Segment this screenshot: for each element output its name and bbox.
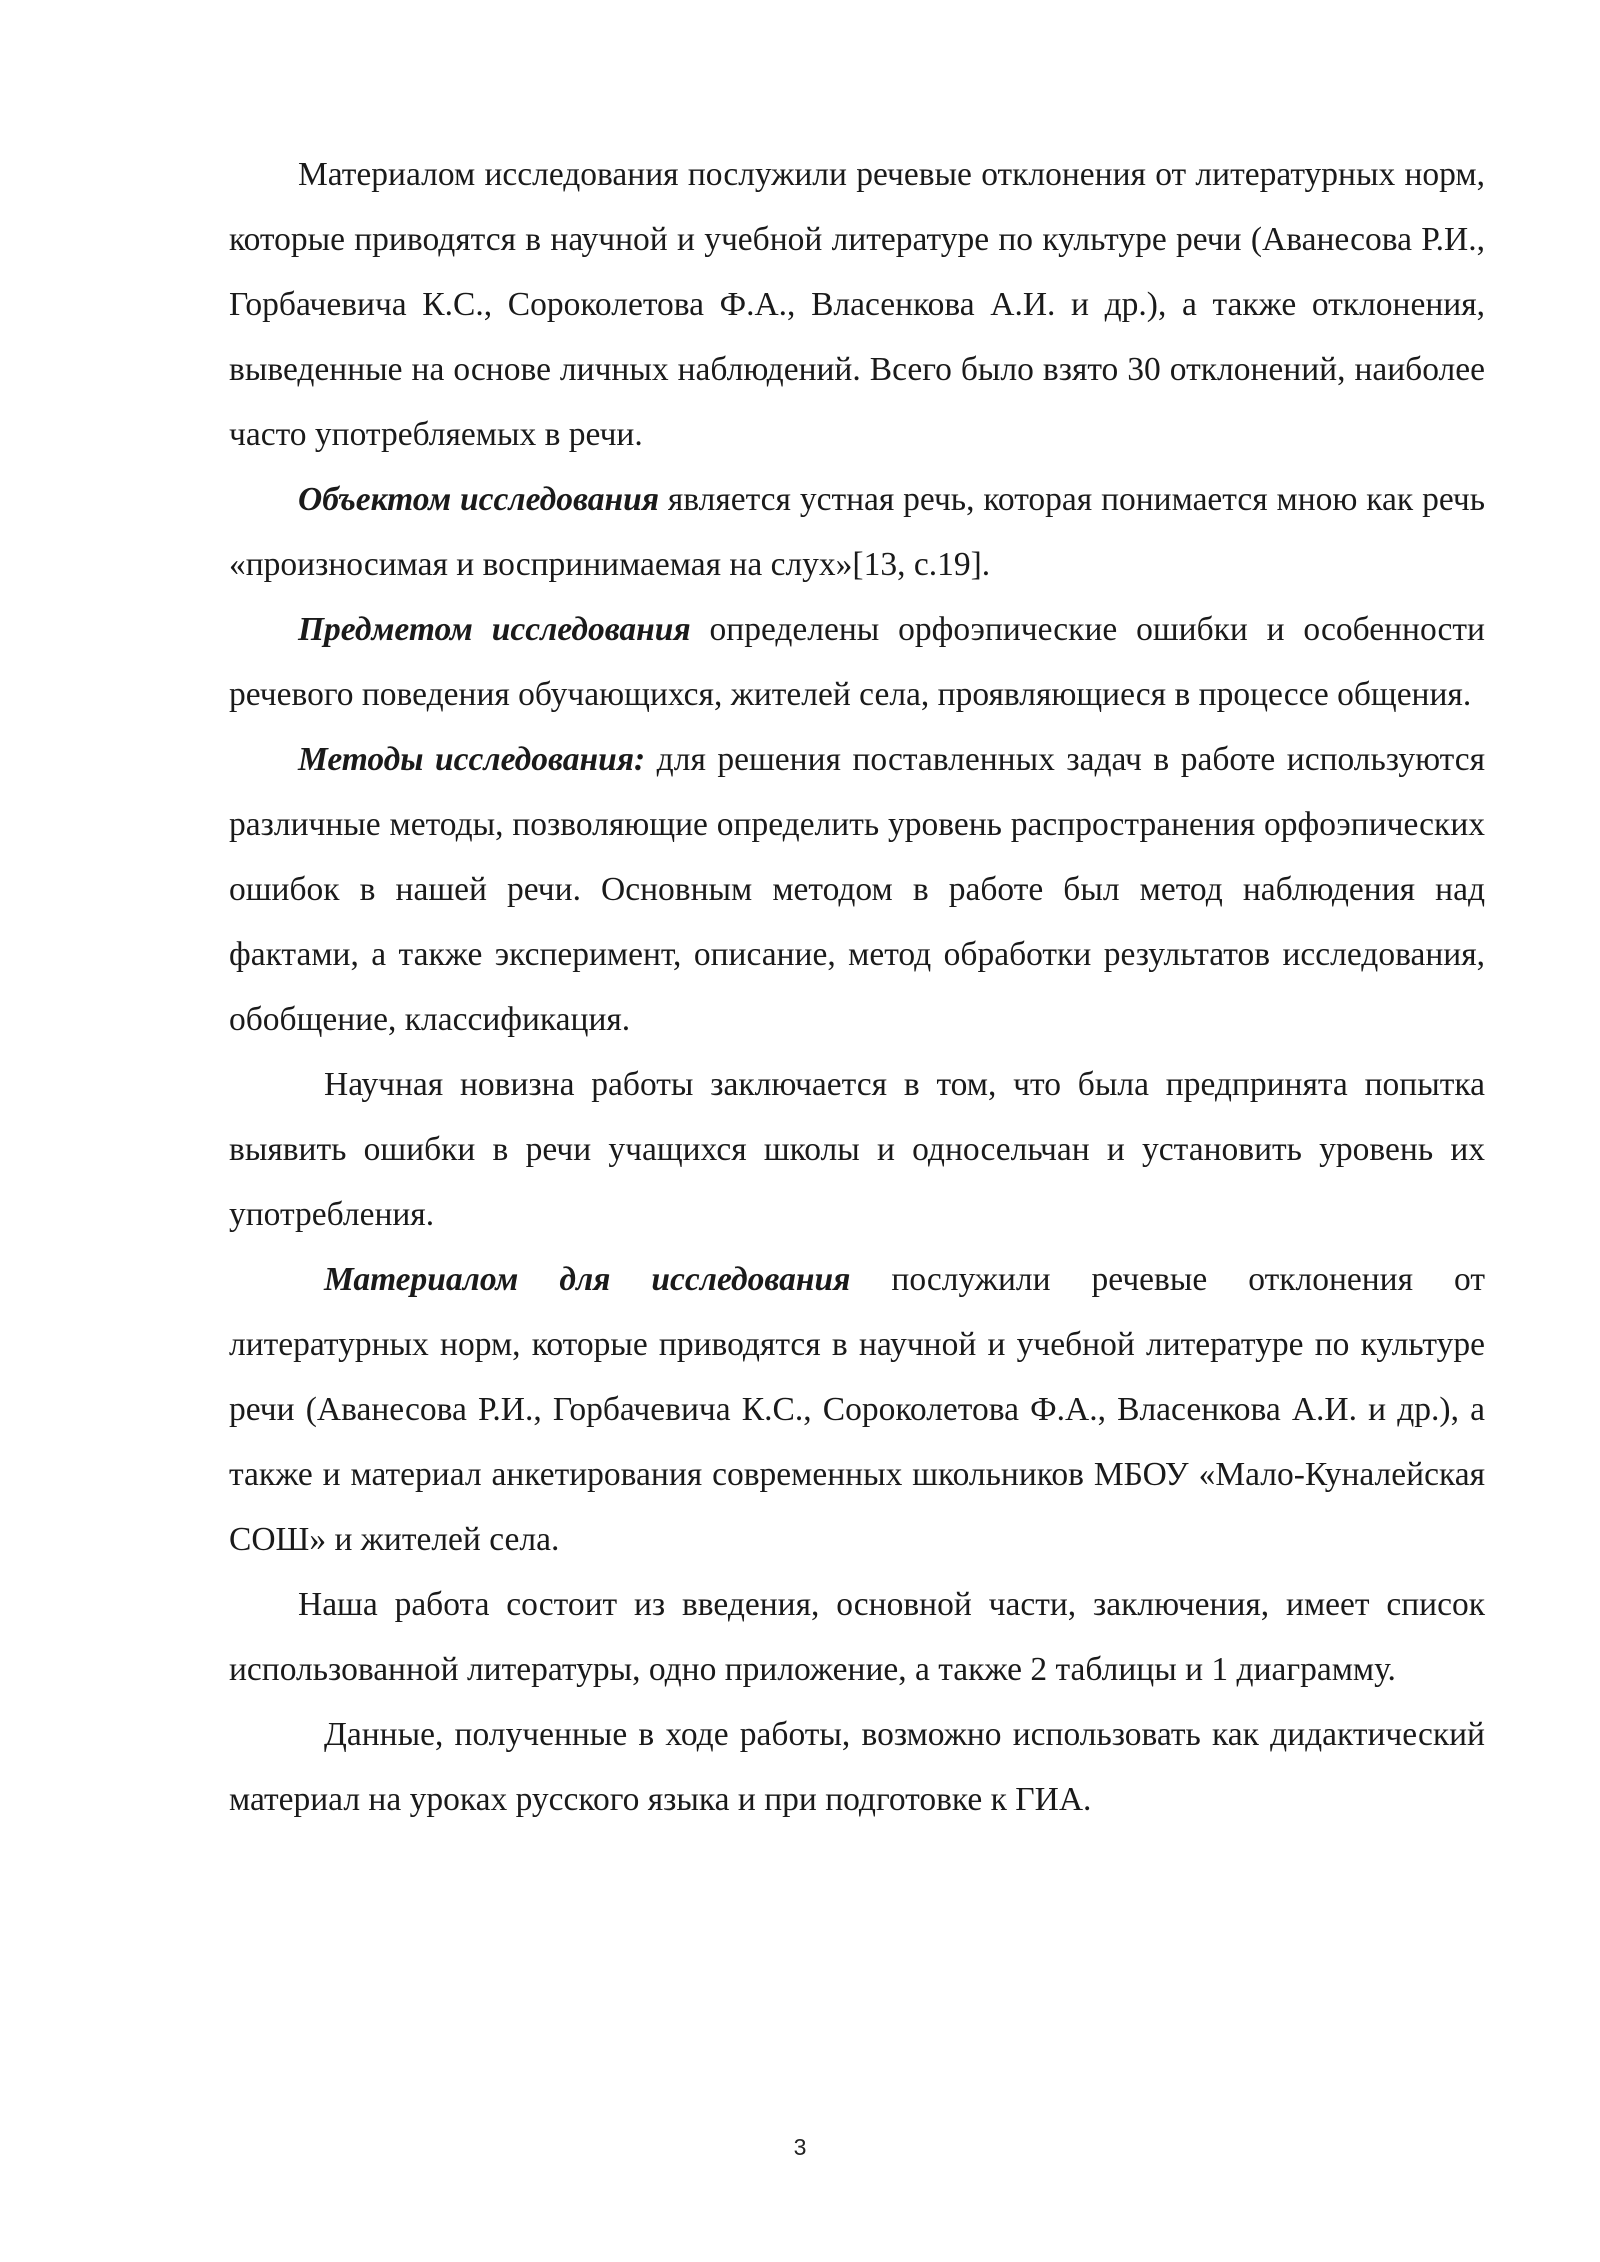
page-number: 3 (793, 2134, 807, 2160)
paragraph-text: является устная речь, которая понимается мною как речь «произносимая и воспринимаемая на слух»[13, с.19]. (229, 481, 1485, 583)
paragraph-research-subject (229, 597, 1485, 727)
paragraph-scientific-novelty (229, 1052, 1485, 1247)
paragraph-text: определены орфоэпические ошибки и особенности речевого поведения обучающихся, жителей села, проявляющиеся в процессе общения. (229, 611, 1485, 713)
paragraph-text: Данные, полученные в ходе работы, возможно использовать как дидактический материал на уроках русского языка и при подготовке к ГИА. (229, 1716, 1485, 1818)
paragraph-term: Методы исследования: (298, 741, 646, 778)
paragraph-practical-use (229, 1702, 1485, 1832)
paragraph-work-structure (229, 1572, 1485, 1702)
paragraph-text: Научная новизна работы заключается в том, что была предпринята попытка выявить ошибки в речи учащихся школы и односельчан и установить уровень их употребления. (229, 1066, 1485, 1233)
paragraph-text: Материалом исследования послужили речевые отклонения от литературных норм, которые приводятся в научной и учебной литературе по культуре речи (Аванесова Р.И., Горбачевича К.С., Сороколетова Ф.А., Власенкова А.И. и др.), а также отклонения, выведенные на основе личных наблюдений. Всего было взято 30 отклонений, наиболее часто употребляемых в речи. (229, 156, 1485, 453)
paragraph-research-material (229, 142, 1485, 467)
document-page (229, 142, 1485, 1832)
paragraph-research-object (229, 467, 1485, 597)
paragraph-term: Предметом исследования (298, 611, 691, 648)
paragraph-text: Наша работа состоит из введения, основной части, заключения, имеет список использованной литературы, одно приложение, а также 2 таблицы и 1 диаграмму. (229, 1586, 1485, 1688)
paragraph-text: послужили речевые отклонения от литературных норм, которые приводятся в научной и учебной литературе по культуре речи (Аванесова Р.И., Горбачевича К.С., Сороколетова Ф.А., Власенкова А.И. и др.), а также и материал анкетирования современных школьников МБОУ «Мало-Куналейская СОШ» и жителей села. (229, 1261, 1485, 1558)
paragraph-term: Объектом исследования (298, 481, 659, 518)
paragraph-material-for-research (229, 1247, 1485, 1572)
paragraph-research-methods (229, 727, 1485, 1052)
paragraph-text: для решения поставленных задач в работе используются различные методы, позволяющие определить уровень распространения орфоэпических ошибок в нашей речи. Основным методом в работе был метод наблюдения над фактами, а также эксперимент, описание, метод обработки результатов исследования, обобщение, классификация. (229, 741, 1485, 1038)
paragraph-term: Материалом для исследования (324, 1261, 851, 1298)
